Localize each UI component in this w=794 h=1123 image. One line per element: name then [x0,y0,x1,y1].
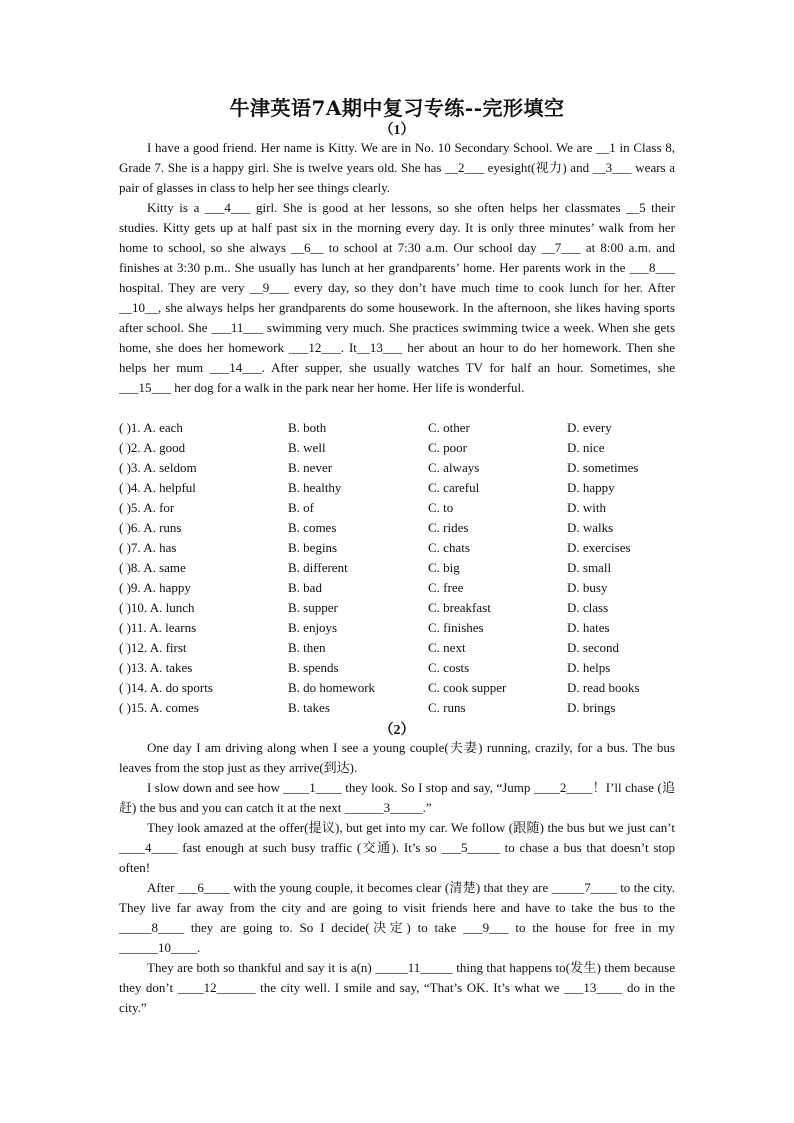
option-b: B. then [288,640,326,655]
option-d: D. nice [567,440,605,455]
section-1-paragraph-1: I have a good friend. Her name is Kitty. We are in No. 10 Secondary School. We are __1 in Class 8, Grade 7. She is a happy girl. She is twelve years old. She has __2___ eyesight(视力) and __3___ wears a pair of glasses in class to help her see things clearly. [119,140,675,195]
question-stem: ( )2. A. good [119,440,186,455]
option-d: D. every [567,420,612,435]
option-c: C. always [428,460,480,475]
choice-table [119,418,679,718]
question-stem: ( )11. A. learns [119,620,197,635]
option-d: D. class [567,600,609,615]
question-row [119,638,679,658]
option-c: C. other [428,420,470,435]
option-c: C. big [428,560,460,575]
question-stem: ( )14. A. do sports [119,680,213,695]
section-1-paragraph-2: Kitty is a ___4___ girl. She is good at her lessons, so she often helps her classmates __5 their studies. Kitty gets up at half past six in the morning every day. It is only three minutes’ walk from her home to school, so she always __6__ to school at 7:30 a.m. Our school day __7___ at 8:00 a.m. and finishes at 3:30 p.m.. She usually has lunch at her grandparents’ home. Her parents work in the ___8___ hospital. They are very __9___ every day, so they don’t have much time to cook lunch for her. After __10__, she always helps her grandparents do some housework. In the afternoon, she likes having sports after school. She ___11___ swimming very much. She practices swimming twice a week. When she gets home, she does her homework ___12___. It__13___ her about an hour to do her homework. Then she helps her mum ___14___. After supper, she usually watches TV for half an hour. Sometimes, she ___15___ her dog for a walk in the park near her home. Her life is wonderful. [119,200,675,395]
option-c: C. rides [428,520,469,535]
question-stem: ( )9. A. happy [119,580,191,595]
section-2-paragraph-5: They are both so thankful and say it is a(n) _____11_____ thing that happens to(发生) them because they don’t ____12______ the city well. I smile and say, “That’s OK. It’s what we ___13____ do in the city.” [119,960,675,1015]
option-b: B. spends [288,660,339,675]
option-b: B. takes [288,700,330,715]
option-c: C. breakfast [428,600,491,615]
option-d: D. happy [567,480,615,495]
question-stem: ( )6. A. runs [119,520,182,535]
option-d: D. small [567,560,612,575]
question-stem: ( )3. A. seldom [119,460,197,475]
question-row [119,658,679,678]
question-stem: ( )15. A. comes [119,700,199,715]
section-2-paragraph-1: One day I am driving along when I see a young couple(夫妻) running, crazily, for a bus. The bus leaves from the stop just as they arrive(到达). [119,740,675,775]
option-d: D. exercises [567,540,631,555]
question-row [119,538,679,558]
option-b: B. of [288,500,314,515]
option-b: B. bad [288,580,322,595]
question-row [119,618,679,638]
option-d: D. hates [567,620,610,635]
option-d: D. with [567,500,606,515]
option-d: D. sometimes [567,460,639,475]
question-row [119,698,679,718]
section-2-label: （2） [379,723,415,738]
option-c: C. careful [428,480,480,495]
page-title: 牛津英语7A期中复习专练--完形填空 [229,96,565,120]
option-c: C. chats [428,540,470,555]
option-b: B. begins [288,540,338,555]
section-2-paragraph-2: I slow down and see how ____1____ they look. So I stop and say, “Jump ____2____！I’ll chase (追赶) the bus and you can catch it at the next ______3_____.” [119,780,675,815]
question-stem: ( )5. A. for [119,500,175,515]
question-stem: ( )10. A. lunch [119,600,195,615]
question-row [119,578,679,598]
question-stem: ( )12. A. first [119,640,187,655]
option-d: D. read books [567,680,640,695]
question-row [119,438,679,458]
option-d: D. brings [567,700,616,715]
option-d: D. second [567,640,619,655]
option-c: C. to [428,500,454,515]
option-c: C. runs [428,700,466,715]
option-c: C. costs [428,660,470,675]
section-2-paragraph-4: After ___6____ with the young couple, it becomes clear (清楚) that they are _____7____ to the city. They live far away from the city and are going to visit friends here and have to take the bus to the _____8____ they are going to. So I decide(决定) to take ___9___ to the house for free in my ______10____. [119,880,675,955]
option-b: B. both [288,420,327,435]
question-stem: ( )4. A. helpful [119,480,196,495]
question-stem: ( )13. A. takes [119,660,193,675]
option-b: B. well [288,440,326,455]
question-row [119,558,679,578]
question-row [119,518,679,538]
question-row [119,478,679,498]
option-c: C. finishes [428,620,484,635]
option-b: B. enjoys [288,620,338,635]
question-row [119,678,679,698]
question-row [119,418,679,438]
option-b: B. healthy [288,480,342,495]
question-stem: ( )1. A. each [119,420,183,435]
option-d: D. helps [567,660,611,675]
question-stem: ( )8. A. same [119,560,186,575]
option-b: B. do homework [288,680,376,695]
option-b: B. different [288,560,348,575]
option-b: B. supper [288,600,338,615]
option-c: C. free [428,580,464,595]
option-c: C. next [428,640,466,655]
option-c: C. poor [428,440,467,455]
question-row [119,598,679,618]
option-d: D. busy [567,580,608,595]
option-b: B. comes [288,520,337,535]
question-row [119,458,679,478]
option-d: D. walks [567,520,614,535]
section-2-paragraph-3: They look amazed at the offer(提议), but get into my car. We follow (跟随) the bus but we just can’t ____4____ fast enough at such busy traffic (交通). It’s so ___5_____ to chase a bus that doesn’t stop often! [119,820,675,875]
section-1-label: （1） [379,123,415,138]
question-row [119,498,679,518]
option-b: B. never [288,460,333,475]
question-stem: ( )7. A. has [119,540,177,555]
option-c: C. cook supper [428,680,507,695]
